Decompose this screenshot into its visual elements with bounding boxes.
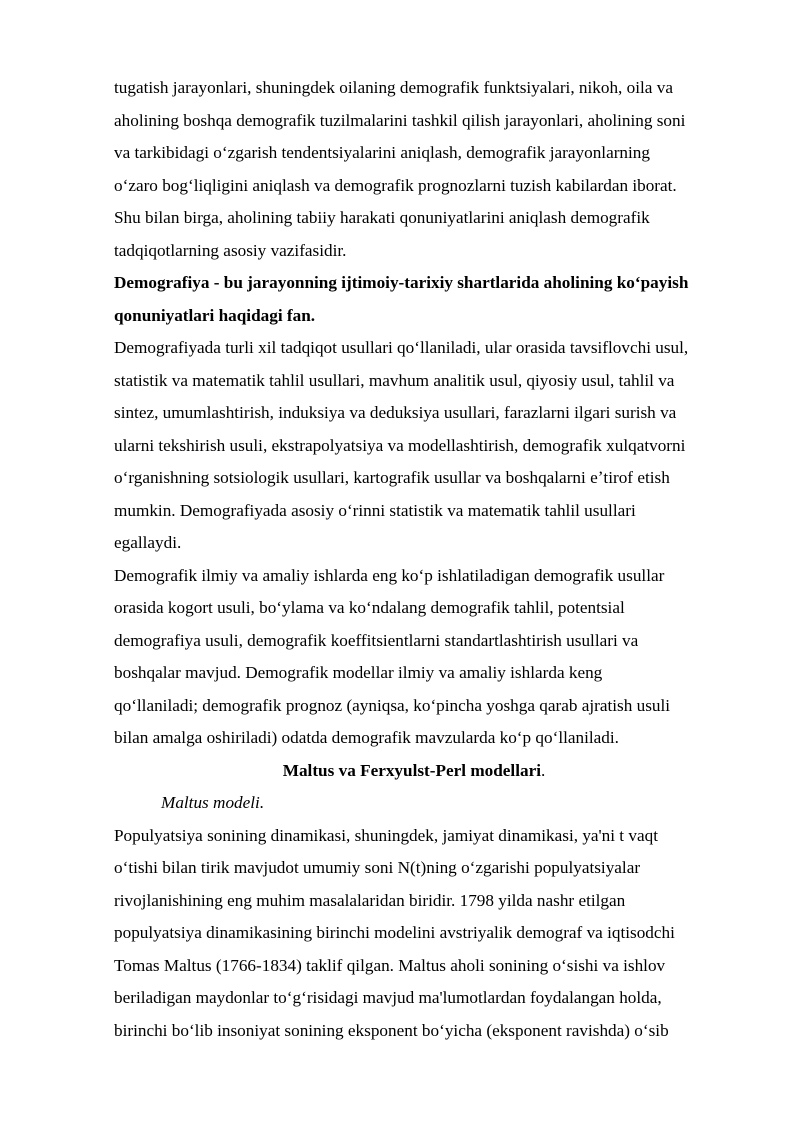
section-heading (114, 755, 714, 788)
text-line: egallaydi. (114, 533, 182, 552)
text-line: ularni tekshirish usuli, ekstrapolyatsiya va modellashtirish, demografik xulqatvorni (114, 435, 686, 455)
paragraph-methods (114, 332, 754, 560)
text-line: demografiya usuli, demografik koeffitsientlarni standartlashtirish usullari va (114, 630, 639, 650)
text-line: oʻtishi bilan tirik mavjudot umumiy soni N(t)ning oʻzgarishi populyatsiyalar (114, 858, 641, 877)
text-line: sintez, umumlashtirish, induksiya va deduksiya usullari, farazlarni ilgari surish va (114, 403, 677, 422)
text-line: boshqalar mavjud. Demografik modellar ilmiy va amaliy ishlarda keng (114, 663, 603, 682)
text-line: Demografik ilmiy va amaliy ishlarda eng koʻp ishlatiladigan demografik usullar (114, 565, 665, 585)
text-line: oʻrganishning sotsiologik usullari, kartografik usullar va boshqalarni eʼtirof etish (114, 468, 670, 487)
text-line: statistik va matematik tahlil usullari, mavhum analitik usul, qiyosiy usul, tahlil va (114, 370, 675, 390)
document-page (114, 72, 754, 1047)
text-line: qonuniyatlari haqidagi fan. (114, 305, 316, 325)
text-line: orasida kogort usuli, boʻylama va koʻndalang demografik tahlil, potentsial (114, 598, 625, 617)
text-line: beriladigan maydonlar toʻgʻrisidagi mavjud ma'lumotlardan foydalangan holda, (114, 988, 662, 1007)
text-line: aholining boshqa demografik tuzilmalarini tashkil qilish jarayonlari, aholining soni (114, 110, 686, 130)
text-line: Populyatsiya sonining dinamikasi, shuningdek, jamiyat dinamikasi, ya'ni t vaqt (114, 825, 658, 845)
section-heading-text: Maltus va Ferxyulst-Perl modellari (282, 760, 541, 780)
text-line: bilan amalga oshiriladi) odatda demografik mavzularda koʻp qoʻllaniladi. (114, 728, 619, 747)
section-heading-dot: . (540, 760, 546, 780)
subheading-maltus-model: Maltus modeli. (161, 793, 265, 812)
text-line: mumkin. Demografiyada asosiy oʻrinni statistik va matematik tahlil usullari (114, 500, 636, 520)
text-line: tugatish jarayonlari, shuningdek oilaning demografik funktsiyalari, nikoh, oila va (114, 78, 673, 97)
text-line: rivojlanishining eng muhim masalalaridan biridir. 1798 yilda nashr etilgan (114, 890, 626, 910)
text-line: oʻzaro bogʻliqligini aniqlash va demografik prognozlarni tuzish kabilardan iborat. (114, 175, 677, 195)
text-line: Shu bilan birga, aholining tabiiy harakati qonuniyatlarini aniqlash demografik (114, 208, 650, 227)
text-line: Tomas Maltus (1766-1834) taklif qilgan. Maltus aholi sonining oʻsishi va ishlov (114, 955, 666, 975)
paragraph-maltus (114, 820, 754, 1048)
paragraph-intro-continuation (114, 72, 754, 267)
definition-paragraph (114, 267, 754, 332)
text-line: Demografiya - bu jarayonning ijtimoiy-tarixiy shartlarida aholining koʻpayish (114, 273, 689, 292)
text-line: qoʻllaniladi; demografik prognoz (ayniqsa, koʻpincha yoshga qarab ajratish usuli (114, 695, 671, 715)
text-line: birinchi boʻlib insoniyat sonining eksponent boʻyicha (eksponent ravishda) oʻsib (114, 1020, 669, 1040)
text-line: populyatsiya dinamikasining birinchi modelini avstriyalik demograf va iqtisodchi (114, 923, 675, 942)
paragraph-demographic-methods (114, 560, 754, 755)
text-line: Demografiyada turli xil tadqiqot usullari qoʻllaniladi, ular orasida tavsiflovchi usul, (114, 338, 689, 357)
text-line: va tarkibidagi oʻzgarish tendentsiyalarini aniqlash, demografik jarayonlarning (114, 143, 650, 162)
text-line: tadqiqotlarning asosiy vazifasidir. (114, 240, 347, 260)
